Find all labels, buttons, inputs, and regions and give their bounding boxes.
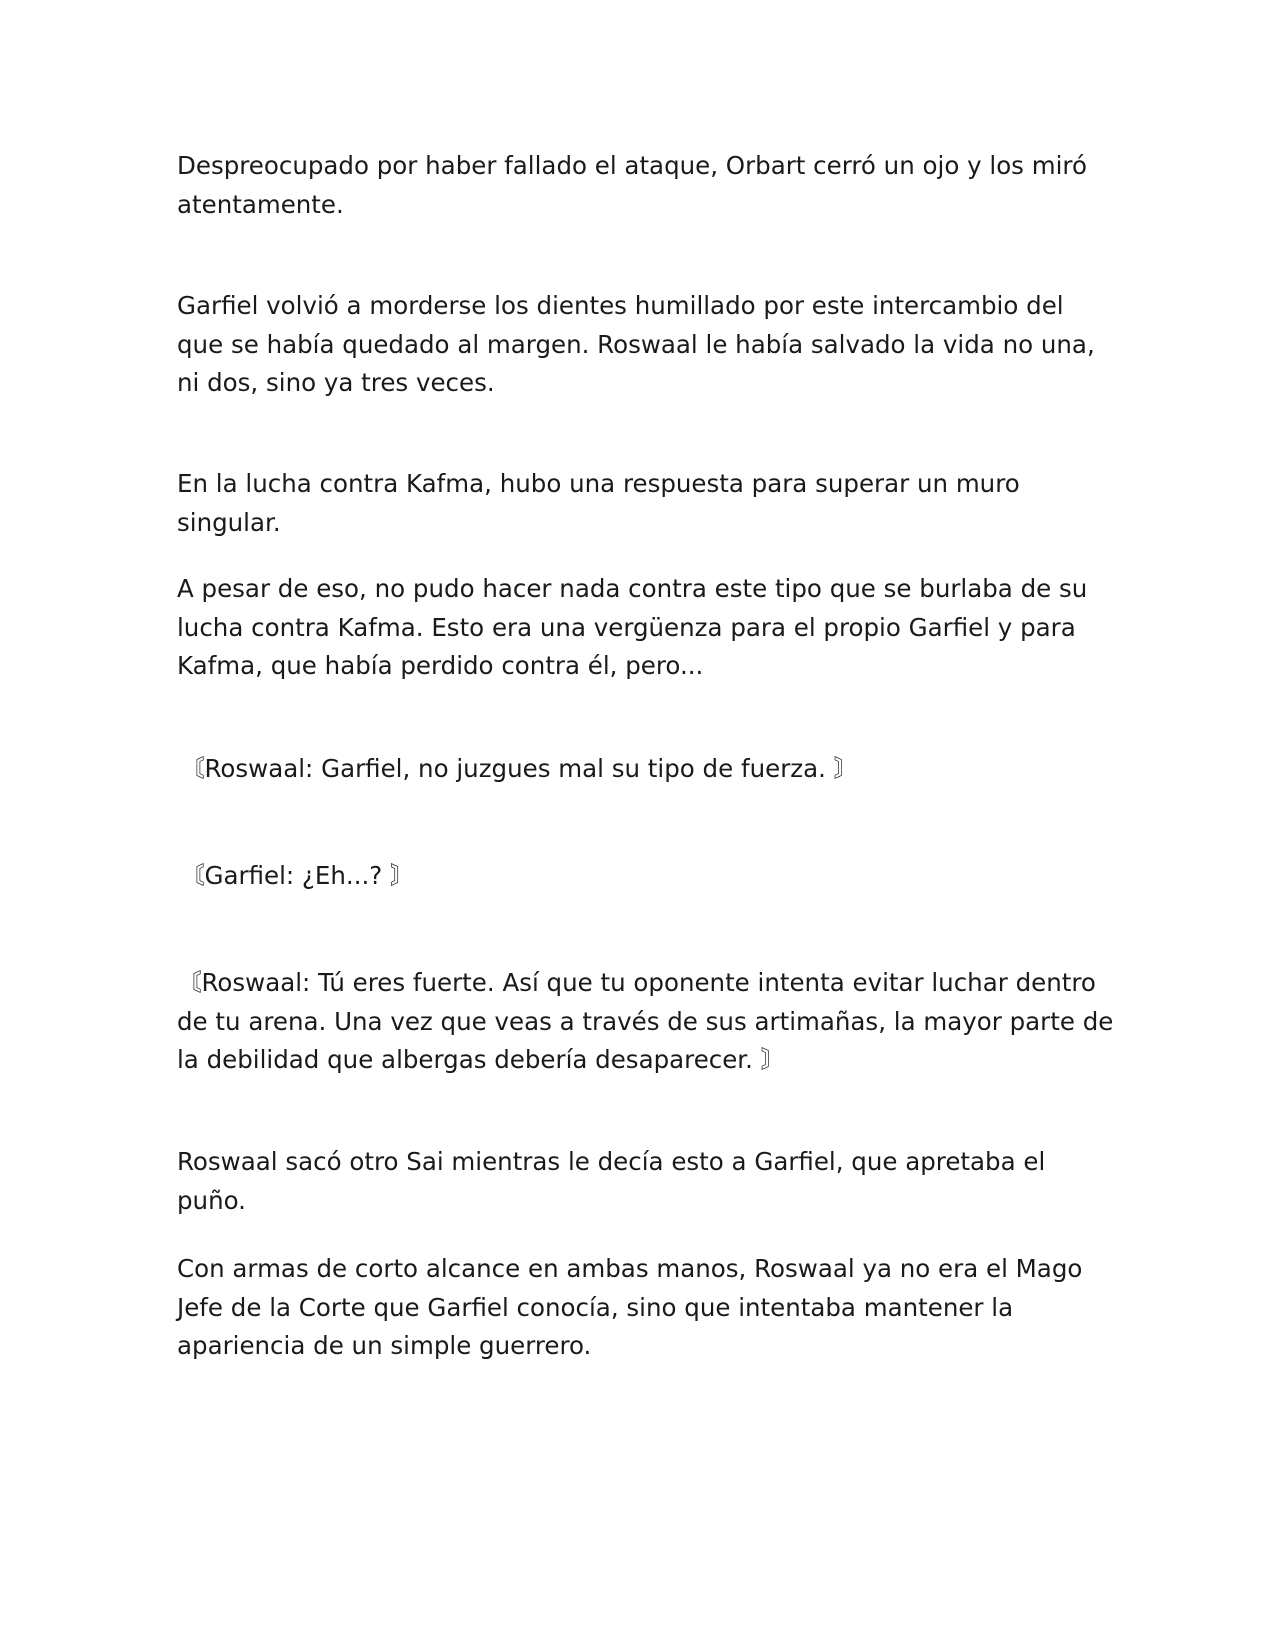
dialogue-garfiel-eh: 〘Garfiel: ¿Eh...? 〙 bbox=[180, 861, 415, 890]
paragraph-kafma-fight: En la lucha contra Kafma, hubo una respuesta para superar un muro singular. bbox=[177, 469, 1020, 537]
paragraph-garfiel-humiliated: Garfiel volvió a morderse los dientes humillado por este intercambio del que se había quedado al margen. Roswaal le había salvado la vida no una, ni dos, sino ya tres veces. bbox=[177, 291, 1095, 397]
dialogue-roswaal-arena: 〘Roswaal: Tú eres fuerte. Así que tu oponente intenta evitar luchar dentro de tu arena. Una vez que veas a través de sus artimañas, la mayor parte de la debilidad que albergas debería desaparecer. 〙 bbox=[177, 968, 1114, 1074]
dialogue-roswaal-strength: 〘Roswaal: Garfiel, no juzgues mal su tipo de fuerza. 〙 bbox=[180, 754, 859, 783]
paragraph-roswaal-sai: Roswaal sacó otro Sai mientras le decía esto a Garfiel, que apretaba el puño. bbox=[177, 1147, 1046, 1215]
paragraph-orbart-attack: Despreocupado por haber fallado el ataque, Orbart cerró un ojo y los miró atentamente. bbox=[177, 151, 1087, 219]
paragraph-shame: A pesar de eso, no pudo hacer nada contra este tipo que se burlaba de su lucha contra Kafma. Esto era una vergüenza para el propio Garfiel y para Kafma, que había perdido contra él, pero... bbox=[177, 574, 1088, 680]
paragraph-short-range-weapons: Con armas de corto alcance en ambas manos, Roswaal ya no era el Mago Jefe de la Corte que Garfiel conocía, sino que intentaba mantener la apariencia de un simple guerrero. bbox=[177, 1254, 1083, 1360]
